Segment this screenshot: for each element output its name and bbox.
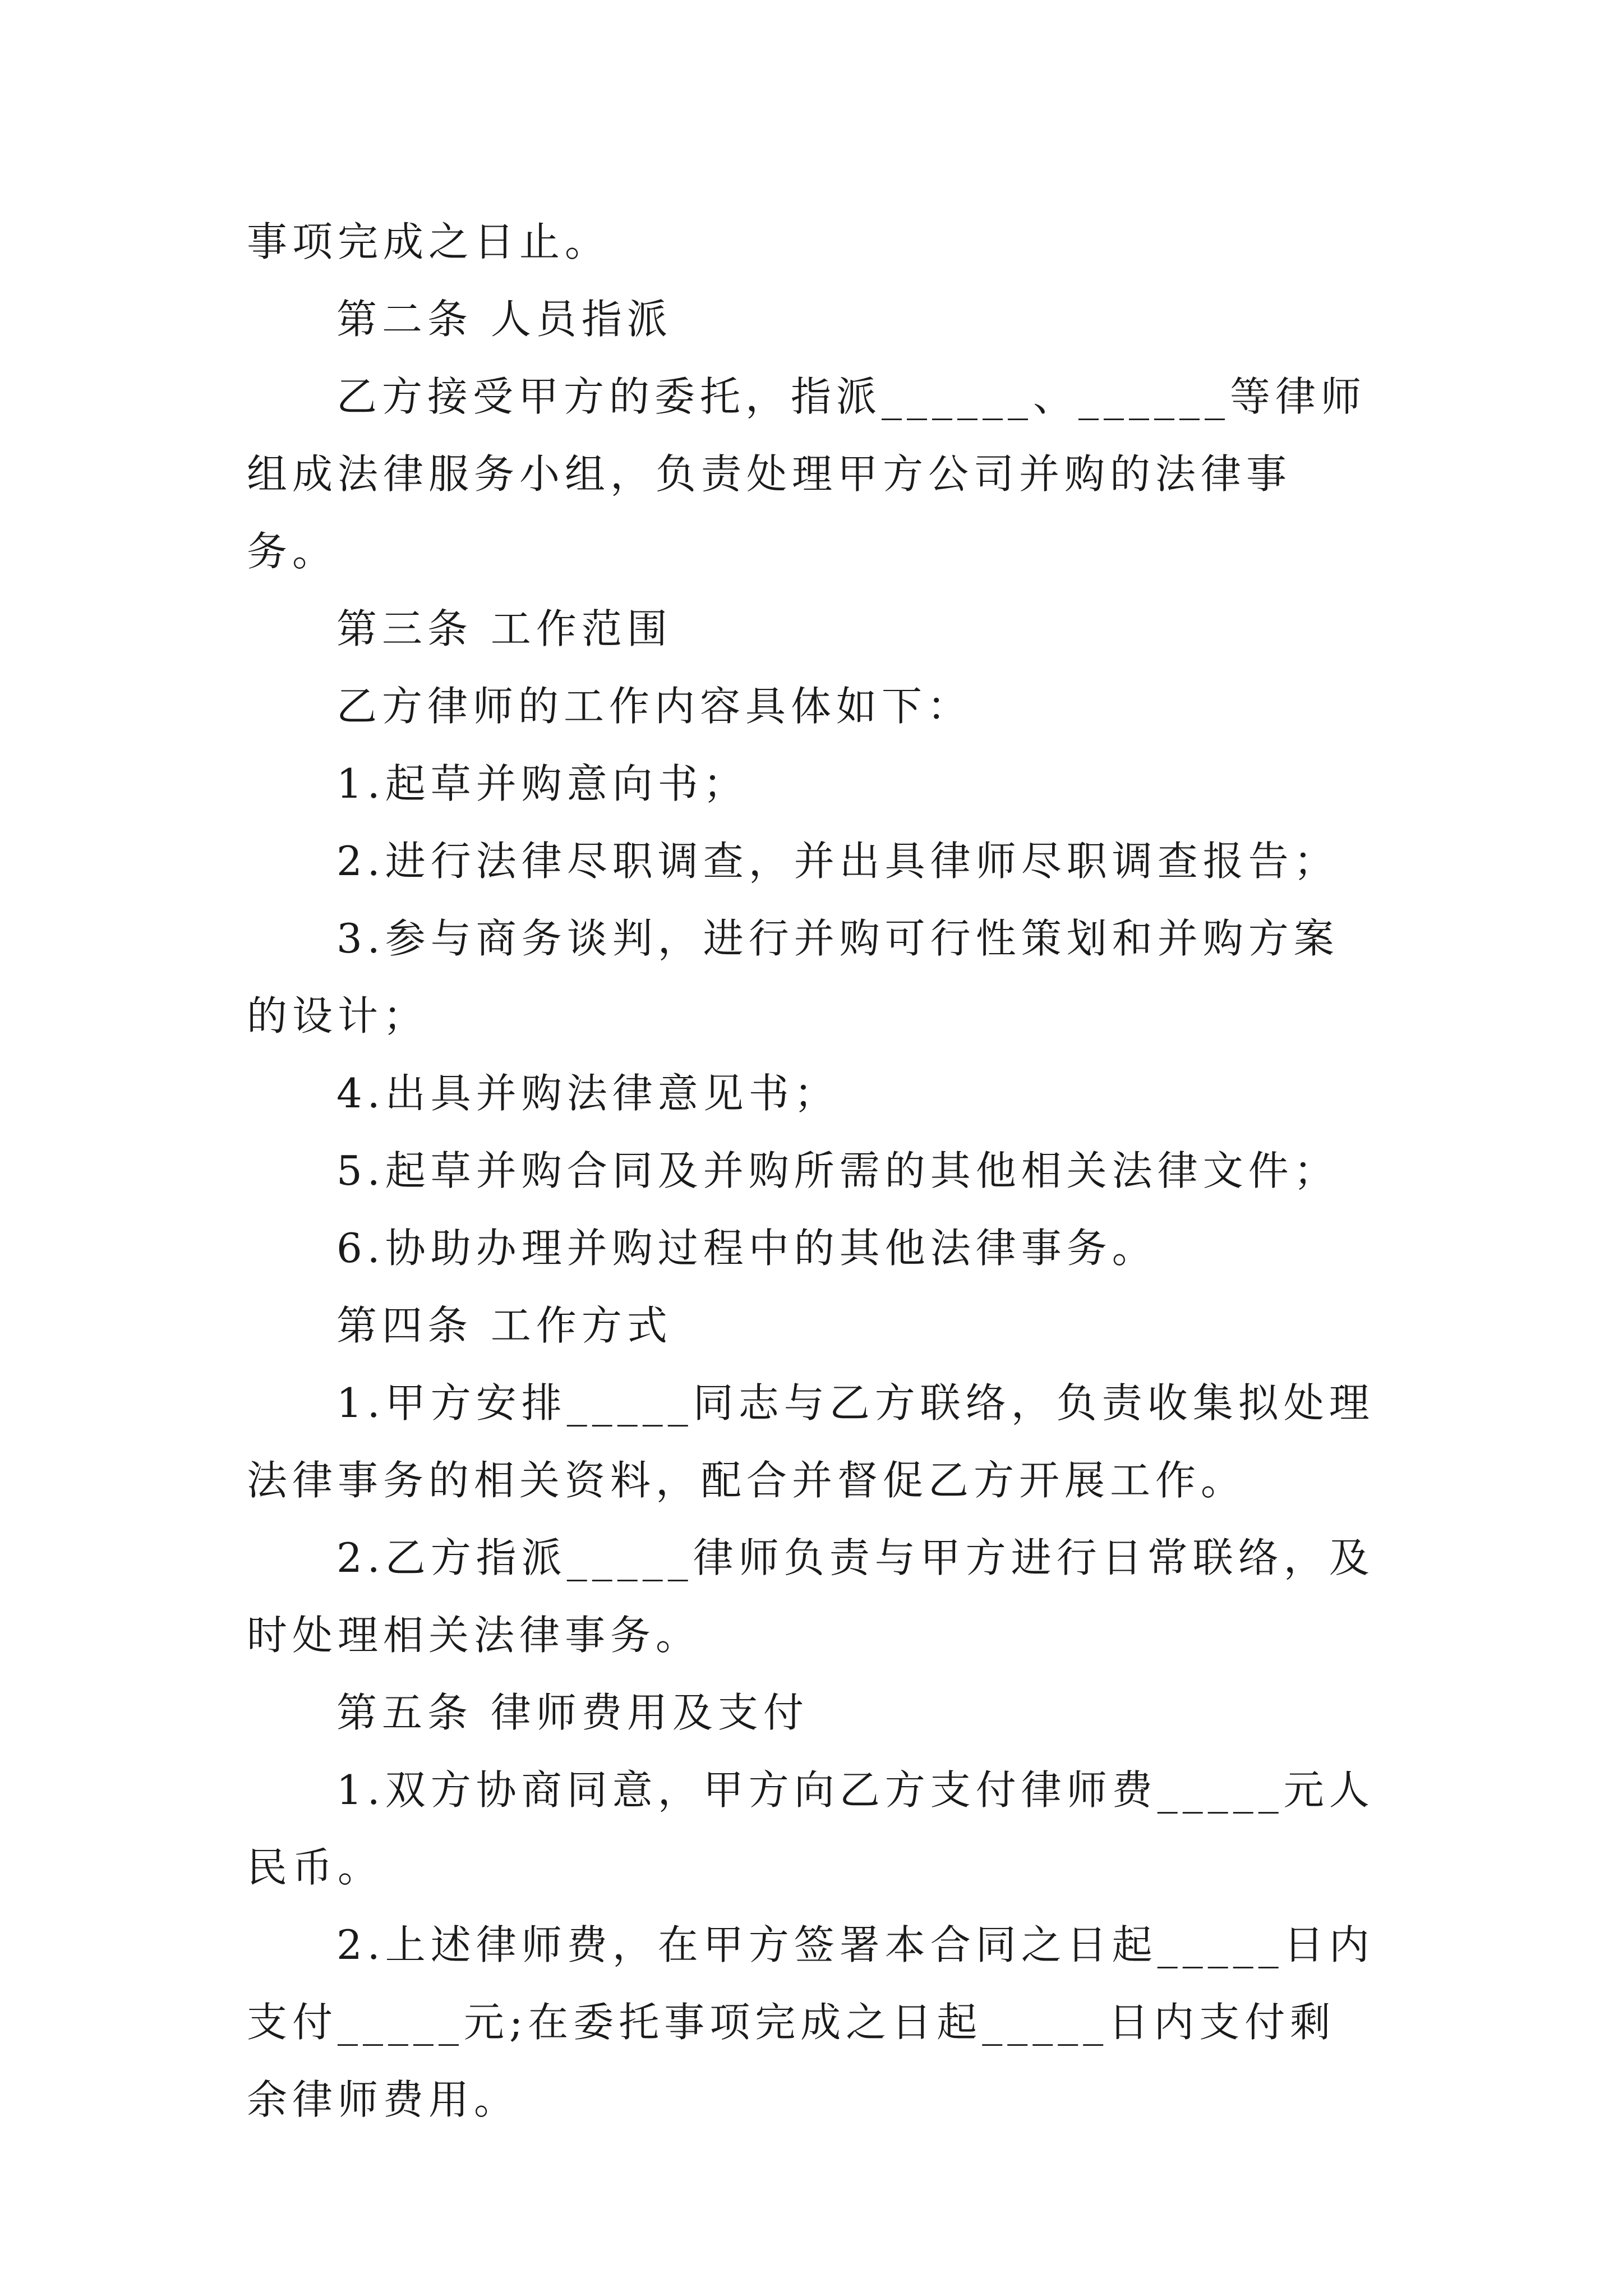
paragraph-scope-intro: 乙方律师的工作内容具体如下： [336,683,973,730]
scope-item-1: 1.起草并购意向书； [336,760,749,807]
article-heading-3: 第三条 工作范围 [336,605,672,652]
document-body [247,203,1380,2138]
fee-item-2: 2.上述律师费，在甲方签署本合同之日起_____日内支付_____元;在委托事项完成之日起_____日内支付剩余律师费用。 [247,1921,1375,2123]
scope-item-2: 2.进行法律尽职调查，并出具律师尽职调查报告； [336,838,1339,885]
scope-item-6: 6.协助办理并购过程中的其他法律事务。 [336,1225,1158,1272]
paragraph-personnel: 乙方接受甲方的委托，指派______、______等律师组成法律服务小组，负责处理甲方公司并购的法律事务。 [247,373,1367,575]
scope-item-5: 5.起草并购合同及并购所需的其他相关法律文件； [336,1147,1339,1194]
method-item-2: 2.乙方指派_____律师负责与甲方进行日常联络，及时处理相关法律事务。 [247,1534,1375,1659]
article-heading-4: 第四条 工作方式 [336,1302,672,1349]
article-heading-2: 第二条 人员指派 [336,296,672,343]
method-item-1: 1.甲方安排_____同志与乙方联络，负责收集拟处理法律事务的相关资料，配合并督促乙方开展工作。 [247,1379,1375,1504]
fee-item-1: 1.双方协商同意，甲方向乙方支付律师费_____元人民币。 [247,1766,1375,1891]
scope-item-4: 4.出具并购法律意见书； [336,1070,840,1117]
article-heading-5: 第五条 律师费用及支付 [336,1689,809,1736]
paragraph-continuation: 事项完成之日止。 [247,218,611,265]
scope-item-3: 3.参与商务谈判，进行并购可行性策划和并购方案的设计； [247,915,1339,1039]
